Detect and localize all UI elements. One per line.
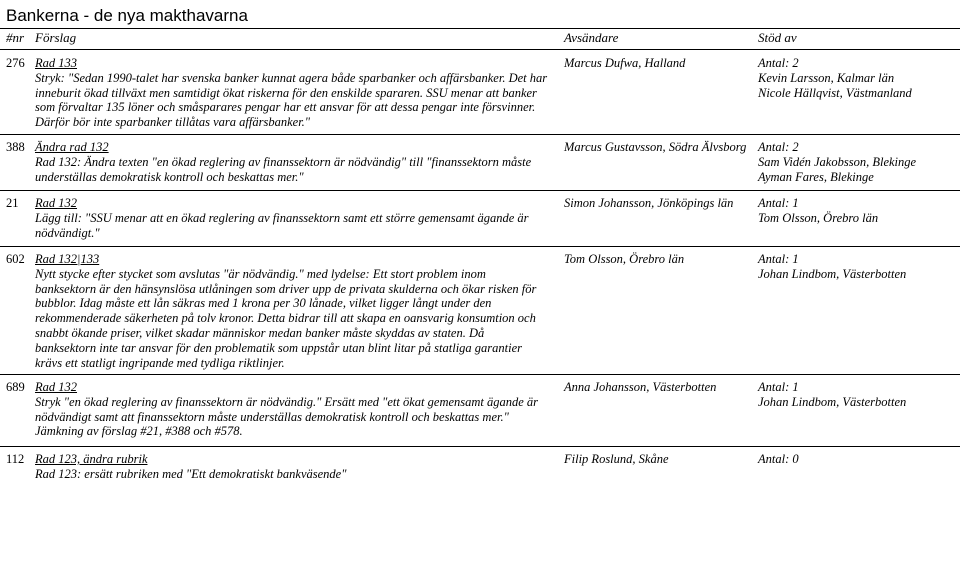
proposal-text xyxy=(35,56,560,130)
proposal-support xyxy=(758,56,912,100)
proposal-sender: Marcus Gustavsson, Södra Älvsborg xyxy=(564,140,747,154)
proposal-sender: Marcus Dufwa, Halland xyxy=(564,56,686,70)
proposal-number: 21 xyxy=(6,196,19,210)
proposal-sender: Simon Johansson, Jönköpings län xyxy=(564,196,734,210)
entry-divider xyxy=(0,246,960,247)
proposal-heading-link[interactable]: Ändra rad 132 xyxy=(35,140,109,154)
proposal-text xyxy=(35,196,560,240)
proposal-text xyxy=(35,380,560,439)
proposal-number: 689 xyxy=(6,380,25,394)
entry-divider xyxy=(0,374,960,375)
proposal-sender: Filip Roslund, Skåne xyxy=(564,452,669,466)
proposal-line: Stryk "en ökad reglering av finanssektorn är nödvändig." Ersätt med "ett ökat gemensamt ägande är xyxy=(35,394,539,409)
proposal-support xyxy=(758,196,878,226)
proposal-line: Jämkning av förslag #21, #388 och #578. xyxy=(35,424,243,439)
supporter-name: Kevin Larsson, Kalmar län xyxy=(758,70,895,85)
support-count: Antal: 1 xyxy=(758,380,799,394)
proposal-number: 388 xyxy=(6,140,25,154)
supporter-name: Ayman Fares, Blekinge xyxy=(758,169,874,184)
proposal-text xyxy=(35,140,560,184)
proposal-line: banksektorn inte tar ansvar för den problematik som uppstår utan blint litar på statliga garantier xyxy=(35,340,523,355)
proposal-line: snabbt ökande priser, vilket skadar människor medan banker måste skyddas av staten. Då xyxy=(35,325,485,340)
proposal-heading-link[interactable]: Rad 132|133 xyxy=(35,252,100,266)
proposal-line: nödvändigt." xyxy=(35,225,100,240)
supporter-name: Tom Olsson, Örebro län xyxy=(758,210,879,225)
proposal-line: Därför bör inte sparbanker tillåtas vara affärsbanker." xyxy=(35,115,311,130)
proposal-line: som förvaltar 135 löner och småsparares pengar har ett ansvar för att dessa pengar inte försvinner. xyxy=(35,100,536,115)
proposal-heading-link[interactable]: Rad 123, ändra rubrik xyxy=(35,452,148,466)
support-count: Antal: 2 xyxy=(758,140,799,154)
proposal-sender: Anna Johansson, Västerbotten xyxy=(564,380,717,394)
column-header-support: Stöd av xyxy=(758,30,797,45)
proposal-line: Rad 123: ersätt rubriken med "Ett demokratiskt bankväsende" xyxy=(35,466,347,481)
proposal-support xyxy=(758,252,906,282)
support-count: Antal: 0 xyxy=(758,452,799,466)
supporter-name: Johan Lindbom, Västerbotten xyxy=(758,266,907,281)
proposal-line: krävs ett statligt ingripande med tydliga riktlinjer. xyxy=(35,355,285,370)
entry-divider xyxy=(0,134,960,135)
proposal-line: underställas demokratisk kontroll och beskattas mer." xyxy=(35,169,304,184)
proposal-line: Rad 132: Ändra texten "en ökad reglering av finanssektorn är nödvändig" till "finanssektorn måste xyxy=(35,154,532,169)
entry-divider xyxy=(0,190,960,191)
proposal-sender: Tom Olsson, Örebro län xyxy=(564,252,685,266)
proposal-heading-link[interactable]: Rad 132 xyxy=(35,380,78,394)
support-count: Antal: 1 xyxy=(758,252,799,266)
supporter-name: Sam Vidén Jakobsson, Blekinge xyxy=(758,154,917,169)
proposal-number: 276 xyxy=(6,56,25,70)
proposal-line: banksektorn är den hänsynslösa utlåningen som driver upp de privata skulderna och ökar risken för xyxy=(35,281,537,296)
proposal-number: 602 xyxy=(6,252,25,266)
proposal-support xyxy=(758,380,906,410)
page-title: Bankerna - de nya makthavarna xyxy=(6,6,248,25)
proposal-text xyxy=(35,252,560,370)
proposal-support xyxy=(758,452,799,467)
proposal-text xyxy=(35,452,560,482)
column-header-proposal: Förslag xyxy=(35,30,77,45)
column-header-sender: Avsändare xyxy=(564,30,619,45)
title-divider xyxy=(0,28,960,29)
proposal-line: Lägg till: "SSU menar att en ökad reglering av finanssektorn samt ett större gemensamt ägande är xyxy=(35,210,529,225)
proposal-line: Nytt stycke efter stycket som avslutas "är nödvändig." med lydelse: Ett stort problem inom xyxy=(35,266,486,281)
supporter-name: Johan Lindbom, Västerbotten xyxy=(758,394,907,409)
proposal-support xyxy=(758,140,916,184)
proposal-line: Stryk: "Sedan 1990-talet har svenska banker kunnat agera både sparbanker och affärsbanker. Det har xyxy=(35,70,548,85)
proposal-heading-link[interactable]: Rad 133 xyxy=(35,56,78,70)
proposal-line: bubblor. Idag måste ett lån säkras med 1 krona per 30 lånade, vilket ligger långt under den xyxy=(35,296,492,311)
proposal-line: inneburit ökad tillväxt men samtidigt ökat riskerna för den enskilde spararen. SSU menar att banker xyxy=(35,85,537,100)
support-count: Antal: 2 xyxy=(758,56,799,70)
proposal-line: rekommenderade säkerheten på tolv kronor. Detta bidrar till att skapa en oansvarig konsumtion och xyxy=(35,311,536,326)
proposal-number: 112 xyxy=(6,452,25,466)
support-count: Antal: 1 xyxy=(758,196,799,210)
proposal-line: nödvändigt samt att finanssektorn måste underställas demokratisk kontroll och beskattas mer." xyxy=(35,409,509,424)
proposal-heading-link[interactable]: Rad 132 xyxy=(35,196,78,210)
header-divider xyxy=(0,49,960,50)
supporter-name: Nicole Hällqvist, Västmanland xyxy=(758,85,912,100)
entry-divider xyxy=(0,446,960,447)
column-header-nr: #nr xyxy=(6,30,25,45)
